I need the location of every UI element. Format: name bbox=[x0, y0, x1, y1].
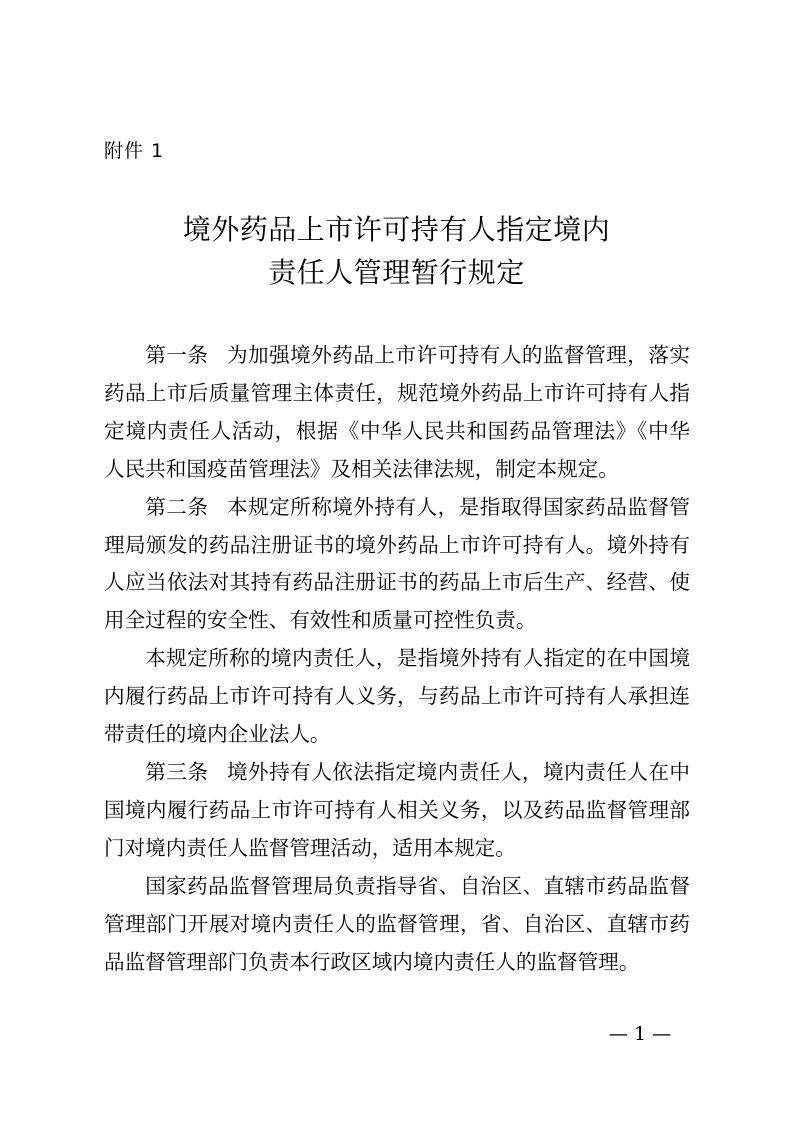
document-title-line-1: 境外药品上市许可持有人指定境内 bbox=[182, 213, 611, 246]
paragraph-text: 为加强境外药品上市许可持有人的监督管理，落实药品上市后质量管理主体责任，规范境外药品上市许可持有人指定境内责任人活动，根据《中华人民共和国药品管理法》《中华人民共和国疫苗管理法》及相关法律法规，制定本规定。 bbox=[104, 343, 691, 481]
article-number: 第一条 bbox=[145, 343, 209, 367]
paragraph-text: 本规定所称境外持有人，是指取得国家药品监督管理局颁发的药品注册证书的境外药品上市许可持有人。境外持有人应当依法对其持有药品注册证书的药品上市后生产、经营、使用全过程的安全性、有效性和质量可控性负责。 bbox=[104, 494, 691, 633]
paragraph-text: 国家药品监督管理局负责指导省、自治区、直辖市药品监督管理部门开展对境内责任人的监督管理，省、自治区、直辖市药品监督管理部门负责本行政区域内境内责任人的监督管理。 bbox=[104, 873, 690, 974]
paragraph-text: 境外持有人依法指定境内责任人，境内责任人在中国境内履行药品上市许可持有人相关义务，以及药品监督管理部门对境内责任人监督管理活动，适用本规定。 bbox=[104, 759, 691, 860]
paragraph-article-1 bbox=[104, 337, 690, 489]
paragraph-article-2-clause-2 bbox=[104, 640, 690, 754]
article-number: 第三条 bbox=[145, 759, 209, 784]
attachment-label: 附件 1 bbox=[104, 140, 165, 162]
paragraph-article-2 bbox=[104, 489, 690, 641]
document-title-line-2: 责任人管理暂行规定 bbox=[268, 256, 525, 289]
paragraph-text: 本规定所称的境内责任人，是指境外持有人指定的在中国境内履行药品上市许可持有人义务，与药品上市许可持有人承担连带责任的境内企业法人。 bbox=[104, 646, 690, 747]
article-number: 第二条 bbox=[145, 494, 209, 519]
paragraph-article-3-clause-2 bbox=[104, 868, 690, 982]
document-body bbox=[104, 337, 690, 981]
page-number: — 1 — bbox=[608, 1023, 672, 1045]
paragraph-article-3 bbox=[104, 754, 690, 868]
